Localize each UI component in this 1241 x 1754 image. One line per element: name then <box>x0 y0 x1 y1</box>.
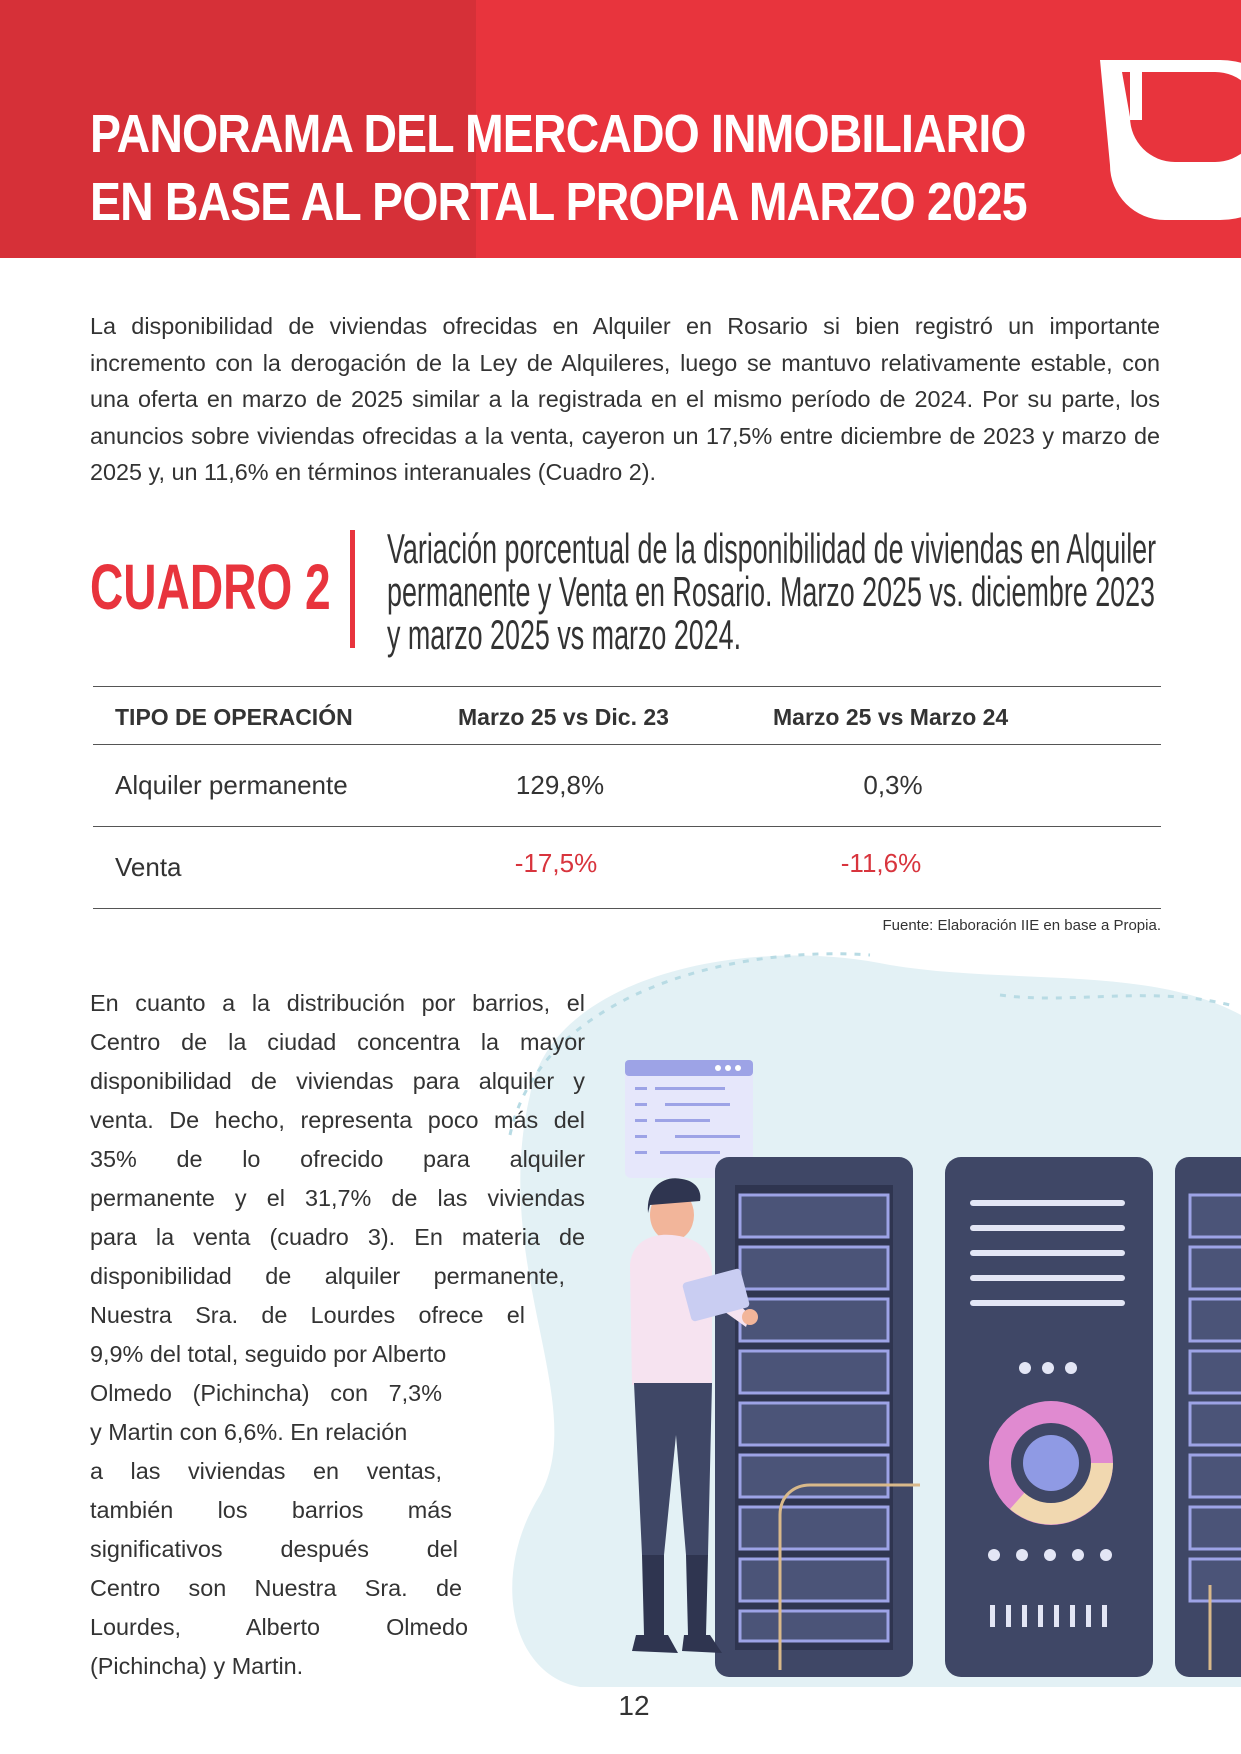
paragraph-line: Centro de la ciudad concentra la mayor <box>90 1029 585 1055</box>
paragraph-line: venta. De hecho, representa poco más del <box>90 1107 585 1133</box>
paragraph-line: permanente y el 31,7% de las viviendas <box>90 1185 585 1211</box>
table-header-tipo: TIPO DE OPERACIÓN <box>115 704 353 730</box>
cuadro-description-line-3: y marzo 2025 vs marzo 2024. <box>387 611 742 658</box>
server-rack-center <box>945 1157 1153 1677</box>
paragraph-line: Nuestra Sra. de Lourdes ofrece el <box>90 1302 525 1328</box>
cuadro-label: CUADRO 2 <box>90 551 331 623</box>
paragraph-line: también los barrios más <box>90 1497 452 1523</box>
table-cell-row1-tipo: Alquiler permanente <box>115 770 348 800</box>
paragraph-line: Centro son Nuestra Sra. de <box>90 1575 462 1601</box>
table-source-note: Fuente: Elaboración IIE en base a Propia. <box>882 917 1161 934</box>
table-row-rule <box>93 826 1161 827</box>
cuadro-description <box>387 527 1156 656</box>
table-bottom-rule <box>93 908 1161 909</box>
paragraph-line: 9,9% del total, seguido por Alberto <box>90 1341 447 1367</box>
neighborhood-paragraph <box>90 984 585 1686</box>
paragraph-line: para la venta (cuadro 3). En materia de <box>90 1224 585 1250</box>
table-top-rule <box>93 686 1161 687</box>
table-cell-row1-dic23: 129,8% <box>515 770 605 800</box>
cuadro-divider <box>350 530 355 648</box>
intro-paragraph: La disponibilidad de viviendas ofrecidas en Alquiler en Rosario si bien registró un importante incremento con la derogación de la Ley de Alquileres, luego se mantuvo relativamente estable, con una oferta en marzo de 2025 similar a la registrada en el mismo período de 2024. Por su parte, los anuncios sobre viviendas ofrecidas a la venta, cayeron un 17,5% entre diciembre de 2023 y marzo de 2025 y, un 11,6% en términos interanuales (Cuadro 2). <box>90 313 1160 485</box>
paragraph-line: En cuanto a la distribución por barrios, el <box>90 990 585 1016</box>
paragraph-line: Olmedo (Pichincha) con 7,3% <box>90 1380 442 1406</box>
paragraph-line: significativos después del <box>90 1536 458 1562</box>
paragraph-line: disponibilidad de viviendas para alquiler y <box>90 1068 585 1094</box>
table-cell-row2-mar24: -11,6% <box>840 848 922 878</box>
page-title-line-2: EN BASE AL PORTAL PROPIA MARZO 2025 <box>90 172 1027 232</box>
paragraph-line: y Martin con 6,6%. En relación <box>90 1419 408 1445</box>
table-cell-row1-mar24: 0,3% <box>863 770 923 800</box>
table-cell-row2-tipo: Venta <box>115 852 182 882</box>
paragraph-line: a las viviendas en ventas, <box>90 1458 442 1484</box>
paragraph-line: (Pichincha) y Martin. <box>90 1653 304 1679</box>
server-rack-right <box>1175 1157 1241 1677</box>
cuadro-description-line-2: permanente y Venta en Rosario. Marzo 2025 vs. diciembre 2023 <box>387 568 1156 615</box>
server-rack-left <box>715 1157 913 1677</box>
table-header-mar24: Marzo 25 vs Marzo 24 <box>773 704 1009 730</box>
paragraph-line: disponibilidad de alquiler permanente, <box>90 1263 565 1289</box>
cuadro-description-line-1: Variación porcentual de la disponibilidad de viviendas en Alquiler <box>387 525 1157 572</box>
table-header-rule <box>93 744 1161 745</box>
paragraph-line: 35% de lo ofrecido para alquiler <box>90 1146 585 1172</box>
page-title <box>90 100 1027 236</box>
header-banner <box>0 0 1241 258</box>
page-number: 12 <box>618 1690 650 1721</box>
brand-logo-icon <box>1100 20 1241 240</box>
paragraph-line: Lourdes, Alberto Olmedo <box>90 1614 468 1640</box>
page-title-line-1: PANORAMA DEL MERCADO INMOBILIARIO <box>90 104 1026 164</box>
table-cell-row2-dic23: -17,5% <box>514 848 598 878</box>
table-header-dic23: Marzo 25 vs Dic. 23 <box>458 704 669 730</box>
